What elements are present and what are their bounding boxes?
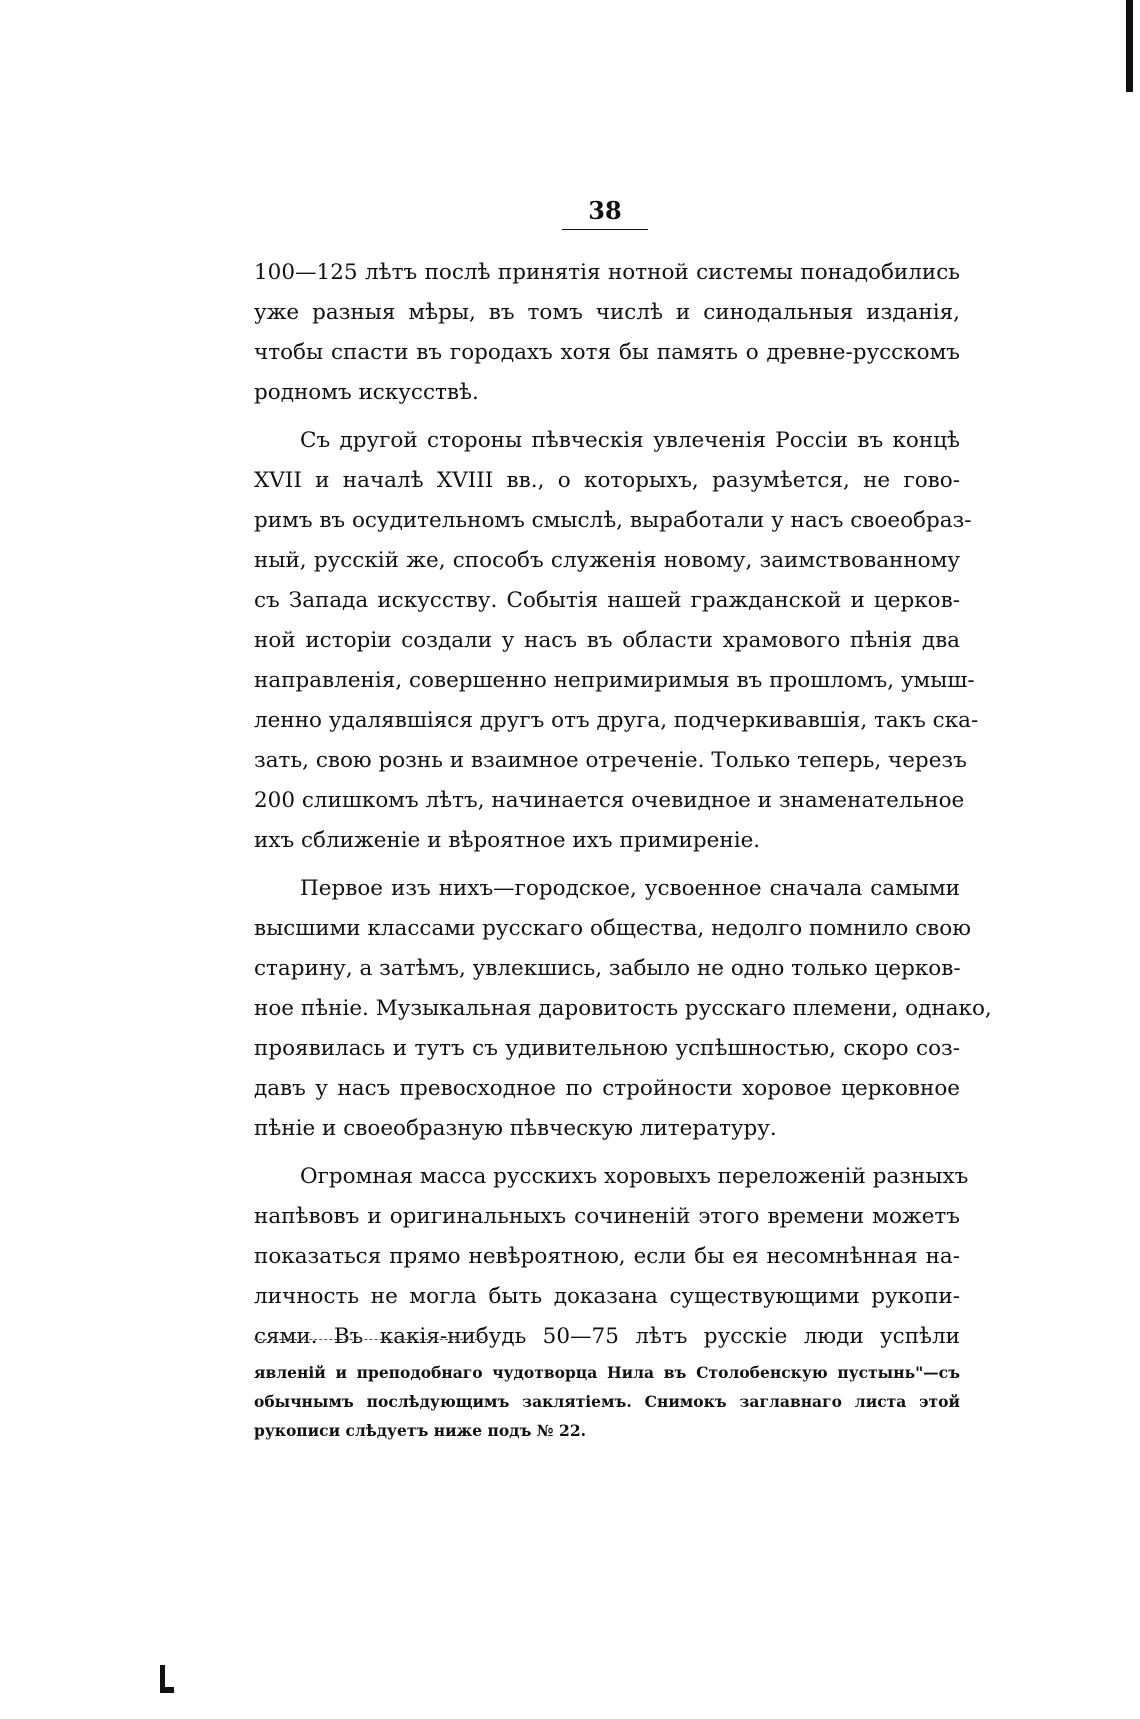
- text-line: ный, русскій же, способъ служенія новому, заимствованному: [254, 548, 960, 573]
- text-line: съ Запада искусству. Событія нашей гражданской и церков-: [254, 588, 960, 613]
- scan-edge-rule: [1126, 0, 1133, 92]
- footnote-rule: [254, 1339, 488, 1340]
- text-line: давъ у насъ превосходное по стройности хоровое церковное: [254, 1076, 960, 1101]
- text-line: Огромная масса русскихъ хоровыхъ переложеній разныхъ: [300, 1164, 969, 1189]
- corner-mark: [160, 1665, 174, 1693]
- paragraph-gap: [254, 861, 960, 869]
- text-line: 100—125 лѣтъ послѣ принятія нотной системы понадобились: [254, 260, 960, 285]
- paragraph-gap: [254, 413, 960, 421]
- text-line: высшими классами русскаго общества, недолго помнило свою: [254, 916, 971, 941]
- text-line: показаться прямо невѣроятною, если бы ея несомнѣнная на-: [254, 1244, 960, 1269]
- text-line: сями. Въ какія-нибудь 50—75 лѣтъ русскіе люди успѣли: [254, 1324, 960, 1349]
- text-line: родномъ искусствѣ.: [254, 380, 479, 405]
- paragraph: [254, 1157, 969, 1357]
- text-line: 200 слишкомъ лѣтъ, начинается очевидное и знаменательное: [254, 788, 965, 813]
- text-line: направленія, совершенно непримиримыя въ прошломъ, умыш-: [254, 668, 975, 693]
- text-line: личность не могла быть доказана существующими рукопи-: [254, 1284, 960, 1309]
- paragraph: [254, 253, 960, 413]
- footnote: [254, 1358, 960, 1445]
- text-line: ное пѣніе. Музыкальная даровитость русскаго племени, однако,: [254, 996, 992, 1021]
- paragraph: [254, 421, 979, 861]
- page-number: 38: [588, 196, 622, 225]
- text-line: уже разныя мѣры, въ томъ числѣ и синодальныя изданія,: [254, 300, 960, 325]
- text-line: зать, свою рознь и взаимное отреченіе. Только теперь, черезъ: [254, 748, 967, 773]
- text-line: ленно удалявшіяся другъ отъ друга, подчеркивавшія, такъ ска-: [254, 708, 979, 733]
- footnote-line: явленій и преподобнаго чудотворца Нила въ Столобенскую пустынь"—съ: [254, 1363, 960, 1382]
- text-line: старину, а затѣмъ, увлекшись, забыло не одно только церков-: [254, 956, 961, 981]
- text-line: ихъ сближеніе и вѣроятное ихъ примиреніе.: [254, 828, 761, 853]
- page-number-rule: [562, 229, 648, 230]
- footnote-line: рукописи слѣдуетъ ниже подъ № 22.: [254, 1421, 586, 1440]
- footnote-line: обычнымъ послѣдующимъ заклятіемъ. Снимокъ заглавнаго листа этой: [254, 1392, 960, 1411]
- text-line: римъ въ осудительномъ смыслѣ, выработали у насъ своеобраз-: [254, 508, 972, 533]
- text-line: пѣніе и своеобразную пѣвческую литературу.: [254, 1116, 777, 1141]
- text-line: ной исторіи создали у насъ въ области храмового пѣнія два: [254, 628, 960, 653]
- text-line: XVII и началѣ XVIII вв., о которыхъ, разумѣется, не гово-: [254, 468, 960, 493]
- paragraph-gap: [254, 1149, 960, 1157]
- text-line: напѣвовъ и оригинальныхъ сочиненій этого времени можетъ: [254, 1204, 960, 1229]
- main-text: [254, 253, 992, 1357]
- text-line: проявилась и тутъ съ удивительною успѣшностью, скоро соз-: [254, 1036, 960, 1061]
- text-line: Съ другой стороны пѣвческія увлеченія Россіи въ концѣ: [300, 428, 960, 453]
- paragraph: [254, 869, 992, 1149]
- text-line: Первое изъ нихъ—городское, усвоенное сначала самыми: [300, 876, 960, 901]
- text-line: чтобы спасти въ городахъ хотя бы память о древне-русскомъ: [254, 340, 960, 365]
